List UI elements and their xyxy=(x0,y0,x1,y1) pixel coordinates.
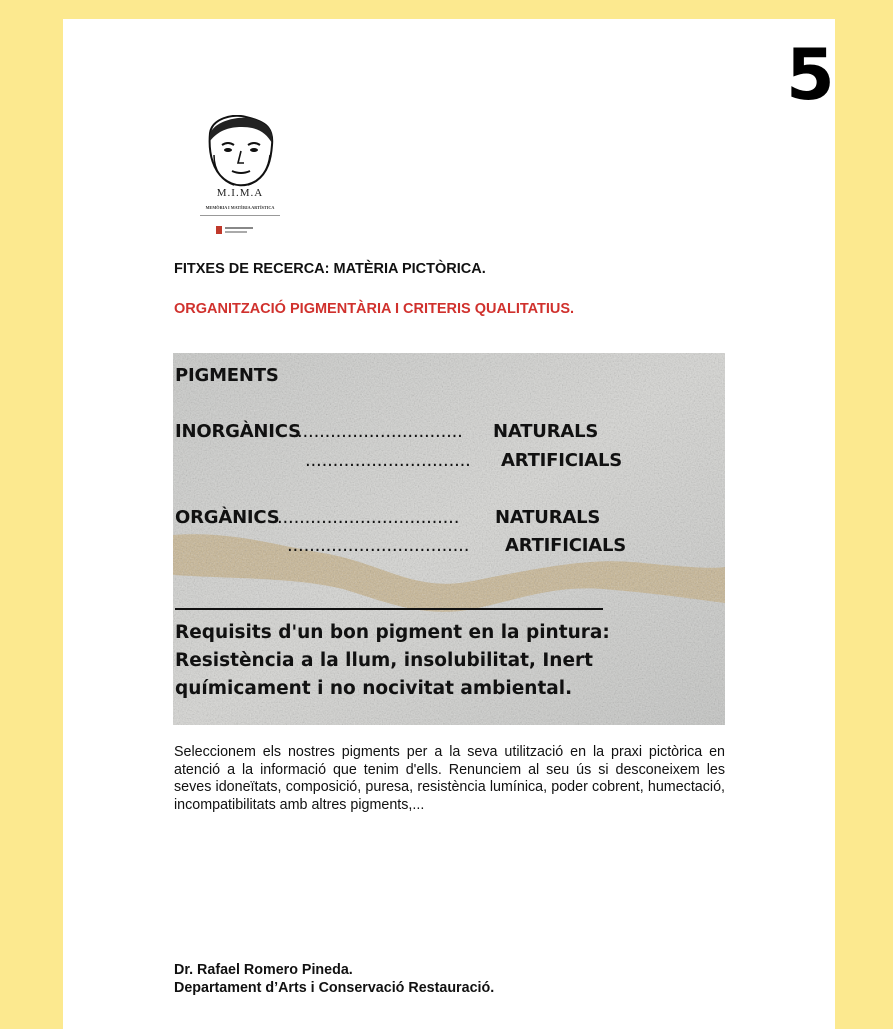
organic-leader: ................................. xyxy=(277,507,460,528)
inorganic-leader: .............................. xyxy=(297,421,463,442)
logo-subtitle: MEMÒRIA I MATÈRIA ARTÍSTICA xyxy=(205,205,275,210)
page-number: 5 xyxy=(786,34,835,116)
inorganic-natural-label: NATURALS xyxy=(493,421,599,442)
body-paragraph: Seleccionem els nostres pigments per a la seva utilització en la praxi pictòrica en atenció a la informació que tenim d'ells. Renunciem al seu ús si desconeixem les seves idoneïtats, composició, puresa, resistència lumínica, poder cobrent, humectació, incompatibilitats amb altres pigments,... xyxy=(174,744,725,813)
author-block xyxy=(174,961,494,997)
author-name: Dr. Rafael Romero Pineda. xyxy=(174,962,353,978)
organic-artificial-label: ARTIFICIALS xyxy=(505,535,627,556)
figure-divider xyxy=(175,608,603,610)
pigment-requirements: Requisits d'un bon pigment en la pintura: Resistència a la llum, insolubilitat, Inert químicament i no nocivitat ambiental. xyxy=(175,622,610,699)
logo-title: M.I.M.A xyxy=(216,187,264,199)
document-title: FITXES DE RECERCA: MATÈRIA PICTÒRICA. xyxy=(174,261,486,277)
mima-logo xyxy=(190,115,290,240)
document-subtitle: ORGANITZACIÓ PIGMENTÀRIA I CRITERIS QUALITATIUS. xyxy=(174,301,575,317)
logo-divider xyxy=(200,215,280,216)
organic-label: ORGÀNICS xyxy=(175,507,280,528)
institution-seal-icon xyxy=(216,225,256,235)
organic-leader-2: ................................. xyxy=(287,535,470,556)
inorganic-artificial-label: ARTIFICIALS xyxy=(501,450,623,471)
pigments-figure xyxy=(173,353,725,725)
figure-heading: PIGMENTS xyxy=(175,365,279,386)
author-department: Departament d’Arts i Conservació Restauració. xyxy=(174,980,495,996)
inorganic-label: INORGÀNICS xyxy=(175,421,301,442)
face-drawing-icon xyxy=(198,115,282,187)
inorganic-leader-2: .............................. xyxy=(305,450,471,471)
organic-natural-label: NATURALS xyxy=(495,507,601,528)
